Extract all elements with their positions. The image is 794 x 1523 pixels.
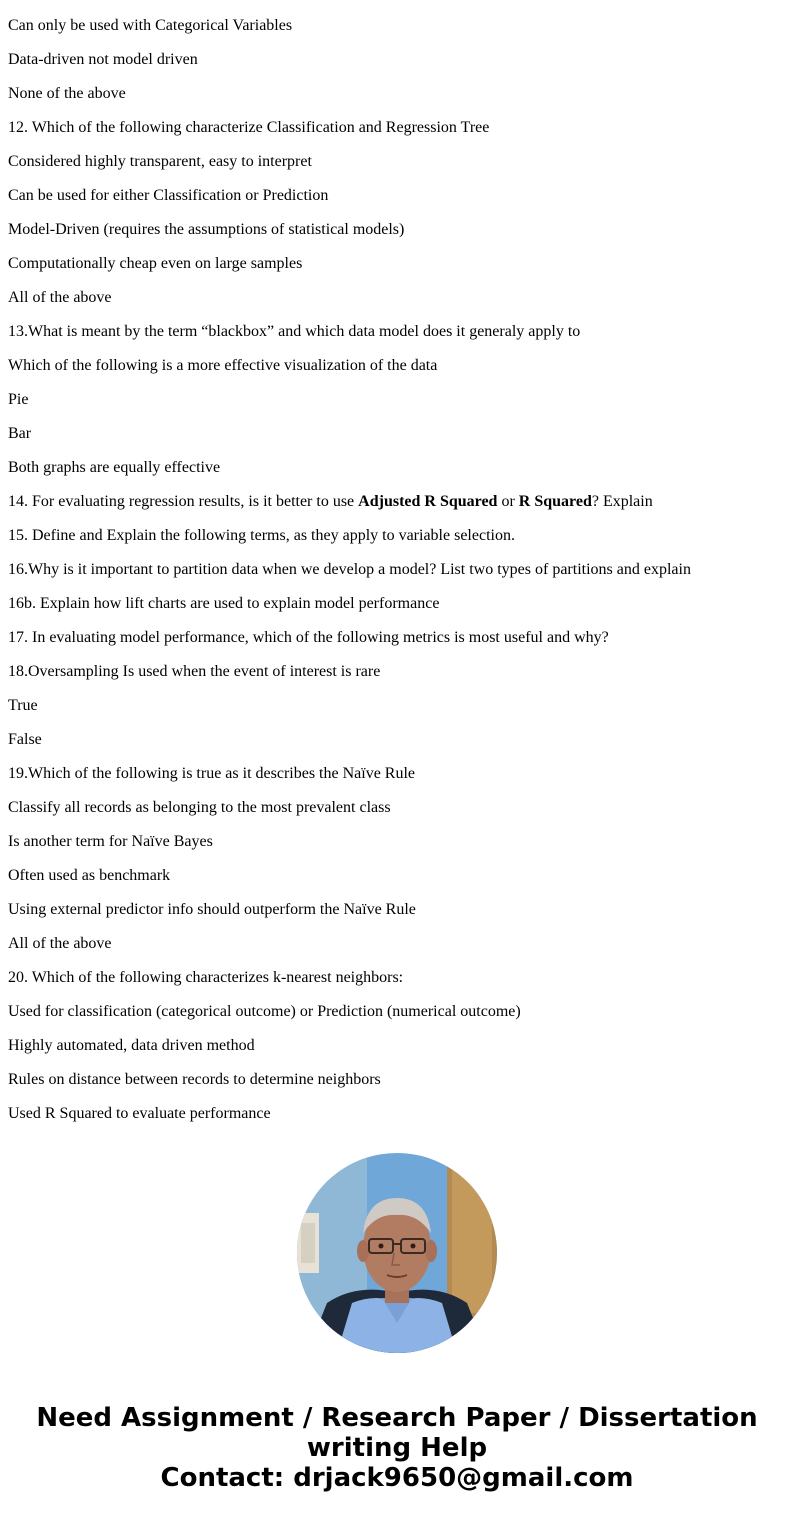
answer-option <box>8 0 788 1</box>
answer-option: Can only be used with Categorical Variables <box>8 17 293 34</box>
question-13: 13.What is meant by the term “blackbox” and which data model does it generaly apply to <box>8 323 581 340</box>
answer-option: Classify all records as belonging to the most prevalent class <box>8 799 391 816</box>
question-17: 17. In evaluating model performance, which of the following metrics is most useful and why? <box>8 629 609 646</box>
question-14-prefix: 14. For evaluating regression results, is it better to use <box>8 493 359 510</box>
question-15: 15. Define and Explain the following terms, as they apply to variable selection. <box>8 527 515 544</box>
answer-option: Rules on distance between records to determine neighbors <box>8 1071 381 1088</box>
answer-option: Is another term for Naïve Bayes <box>8 833 213 850</box>
answer-option: Often used as benchmark <box>8 867 171 884</box>
question-12: 12. Which of the following characterize Classification and Regression Tree <box>8 119 490 136</box>
answer-option: Used for classification (categorical outcome) or Prediction (numerical outcome) <box>8 1003 521 1020</box>
answer-option: Pie <box>8 391 29 408</box>
question-14 <box>8 493 788 511</box>
answer-option: Data-driven not model driven <box>8 51 198 68</box>
answer-option: Can be used for either Classification or Prediction <box>8 187 329 204</box>
answer-option: Model-Driven (requires the assumptions of statistical models) <box>8 221 405 238</box>
question-19: 19.Which of the following is true as it describes the Naïve Rule <box>8 765 416 782</box>
answer-option: True <box>8 697 38 714</box>
answer-option: None of the above <box>8 85 126 102</box>
promo-line: Need Assignment / Research Paper / Dissertation <box>36 1403 758 1433</box>
question-14-middle: or <box>497 493 519 510</box>
portrait-photo <box>297 1153 497 1353</box>
avatar <box>297 1153 497 1353</box>
question-16: 16.Why is it important to partition data when we develop a model? List two types of partitions and explain <box>8 561 691 578</box>
answer-option: Bar <box>8 425 32 442</box>
question-16b: 16b. Explain how lift charts are used to explain model performance <box>8 595 440 612</box>
answer-option: Highly automated, data driven method <box>8 1037 255 1054</box>
answer-option: Both graphs are equally effective <box>8 459 221 476</box>
question-14-suffix: ? Explain <box>591 493 653 510</box>
answer-option: Using external predictor info should outperform the Naïve Rule <box>8 901 416 918</box>
answer-option: Computationally cheap even on large samples <box>8 255 303 272</box>
answer-option: Considered highly transparent, easy to interpret <box>8 153 312 170</box>
term-adjusted-r-squared: Adjusted R Squared <box>358 493 498 510</box>
answer-option: All of the above <box>8 289 112 306</box>
answer-option: All of the above <box>8 935 112 952</box>
promo-banner <box>0 1403 794 1493</box>
promo-line: writing Help <box>306 1433 488 1463</box>
answer-option: False <box>8 731 42 748</box>
answer-option: Used R Squared to evaluate performance <box>8 1105 271 1122</box>
question-text: Which of the following is a more effective visualization of the data <box>8 357 438 374</box>
question-list <box>8 0 788 1122</box>
term-r-squared: R Squared <box>518 493 592 510</box>
question-18: 18.Oversampling Is used when the event of interest is rare <box>8 663 381 680</box>
question-20: 20. Which of the following characterizes k-nearest neighbors: <box>8 969 404 986</box>
contact-email: Contact: drjack9650@gmail.com <box>160 1463 634 1493</box>
